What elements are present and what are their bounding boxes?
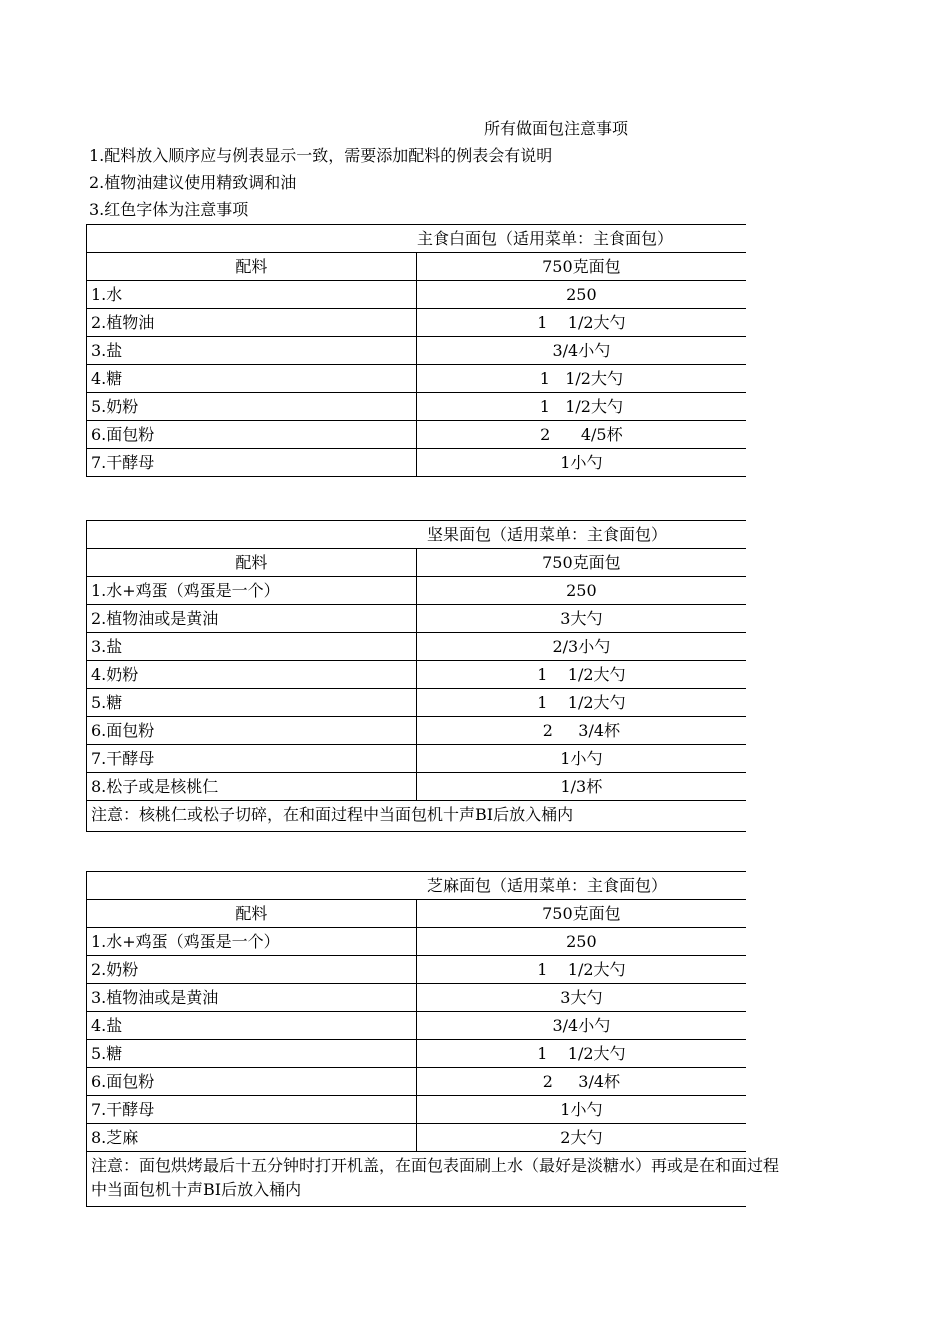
amount-cell: 2 3/4杯 xyxy=(416,717,746,745)
table-row xyxy=(87,984,747,1012)
amount-cell: 1小勺 xyxy=(416,1096,746,1124)
amount-cell: 1 1/2大勺 xyxy=(416,365,746,393)
table-row xyxy=(87,577,747,605)
ingredient-cell: 4.奶粉 xyxy=(87,661,417,689)
ingredient-cell: 1.水 xyxy=(87,281,417,309)
amount-cell: 1 1/2大勺 xyxy=(416,309,746,337)
table-footer-note xyxy=(87,801,747,832)
header-ingredient: 配料 xyxy=(87,253,417,281)
note-line-3: 3.红色字体为注意事项 xyxy=(89,200,249,219)
table-row xyxy=(87,717,747,745)
ingredient-cell: 7.干酵母 xyxy=(87,1096,417,1124)
header-amount: 750克面包 xyxy=(416,253,746,281)
ingredient-cell: 3.植物油或是黄油 xyxy=(87,984,417,1012)
ingredient-cell: 3.盐 xyxy=(87,633,417,661)
ingredient-cell: 6.面包粉 xyxy=(87,421,417,449)
table-row xyxy=(87,281,747,309)
table-row xyxy=(87,337,747,365)
table-row xyxy=(87,449,747,477)
ingredient-cell: 8.松子或是核桃仁 xyxy=(87,773,417,801)
table-footer-row xyxy=(87,1152,747,1207)
table-title-row xyxy=(87,872,747,900)
recipe-table-white-bread xyxy=(86,224,746,477)
table-header-row xyxy=(87,253,747,281)
amount-cell: 250 xyxy=(416,577,746,605)
table-row xyxy=(87,1068,747,1096)
table-header-row xyxy=(87,549,747,577)
ingredient-cell: 4.糖 xyxy=(87,365,417,393)
table-row xyxy=(87,1012,747,1040)
ingredient-cell: 5.糖 xyxy=(87,1040,417,1068)
table-row xyxy=(87,689,747,717)
ingredient-cell: 6.面包粉 xyxy=(87,717,417,745)
amount-cell: 2 4/5杯 xyxy=(416,421,746,449)
footer-text: 注意：面包烘烤最后十五分钟时打开机盖，在面包表面刷上水（最好是淡糖水）再或是在和面过程中当面包机十声BI后放入桶内 xyxy=(91,1156,780,1199)
recipe-table-nut-bread xyxy=(86,520,746,832)
table-footer-note xyxy=(87,1152,780,1207)
amount-cell: 250 xyxy=(416,928,746,956)
amount-cell: 3/4小勺 xyxy=(416,337,746,365)
ingredient-cell: 1.水+鸡蛋（鸡蛋是一个） xyxy=(87,928,417,956)
table-title: 芝麻面包（适用菜单：主食面包） xyxy=(87,872,747,900)
table-row xyxy=(87,745,747,773)
table-row xyxy=(87,956,747,984)
table-header-row xyxy=(87,900,747,928)
header-ingredient: 配料 xyxy=(87,900,417,928)
table-row xyxy=(87,1040,747,1068)
header-amount: 750克面包 xyxy=(416,549,746,577)
amount-cell: 1 1/2大勺 xyxy=(416,661,746,689)
ingredient-cell: 1.水+鸡蛋（鸡蛋是一个） xyxy=(87,577,417,605)
amount-cell: 2大勺 xyxy=(416,1124,746,1152)
amount-cell: 1 1/2大勺 xyxy=(416,956,746,984)
amount-cell: 250 xyxy=(416,281,746,309)
table-row xyxy=(87,365,747,393)
table-row xyxy=(87,928,747,956)
table-row xyxy=(87,1124,747,1152)
amount-cell: 3大勺 xyxy=(416,605,746,633)
table-row xyxy=(87,1096,747,1124)
ingredient-cell: 7.干酵母 xyxy=(87,745,417,773)
amount-cell: 3大勺 xyxy=(416,984,746,1012)
amount-cell: 2 3/4杯 xyxy=(416,1068,746,1096)
amount-cell: 1小勺 xyxy=(416,745,746,773)
table-row xyxy=(87,309,747,337)
table-footer-row xyxy=(87,801,747,832)
table-row xyxy=(87,393,747,421)
table-title: 坚果面包（适用菜单：主食面包） xyxy=(87,521,747,549)
amount-cell: 1 1/2大勺 xyxy=(416,393,746,421)
header-ingredient: 配料 xyxy=(87,549,417,577)
amount-cell: 3/4小勺 xyxy=(416,1012,746,1040)
note-line-1: 1.配料放入顺序应与例表显示一致，需要添加配料的例表会有说明 xyxy=(89,146,553,165)
ingredient-cell: 6.面包粉 xyxy=(87,1068,417,1096)
table-title: 主食白面包（适用菜单：主食面包） xyxy=(87,225,747,253)
table-row xyxy=(87,633,747,661)
ingredient-cell: 8.芝麻 xyxy=(87,1124,417,1152)
recipe-table-sesame-bread xyxy=(86,871,780,1207)
ingredient-cell: 5.奶粉 xyxy=(87,393,417,421)
table-title-row xyxy=(87,521,747,549)
ingredient-cell: 3.盐 xyxy=(87,337,417,365)
ingredient-cell: 2.植物油或是黄油 xyxy=(87,605,417,633)
note-line-2: 2.植物油建议使用精致调和油 xyxy=(89,173,297,192)
table-row xyxy=(87,421,747,449)
amount-cell: 1小勺 xyxy=(416,449,746,477)
table-row xyxy=(87,605,747,633)
table-row xyxy=(87,661,747,689)
page-title: 所有做面包注意事项 xyxy=(484,119,629,138)
amount-cell: 1 1/2大勺 xyxy=(416,689,746,717)
amount-cell: 1/3杯 xyxy=(416,773,746,801)
ingredient-cell: 7.干酵母 xyxy=(87,449,417,477)
footer-text: 注意：核桃仁或松子切碎，在和面过程中当面包机十声BI后放入桶内 xyxy=(91,805,574,824)
header-amount: 750克面包 xyxy=(416,900,746,928)
table-title-row xyxy=(87,225,747,253)
ingredient-cell: 2.植物油 xyxy=(87,309,417,337)
amount-cell: 2/3小勺 xyxy=(416,633,746,661)
ingredient-cell: 2.奶粉 xyxy=(87,956,417,984)
ingredient-cell: 4.盐 xyxy=(87,1012,417,1040)
ingredient-cell: 5.糖 xyxy=(87,689,417,717)
amount-cell: 1 1/2大勺 xyxy=(416,1040,746,1068)
table-row xyxy=(87,773,747,801)
